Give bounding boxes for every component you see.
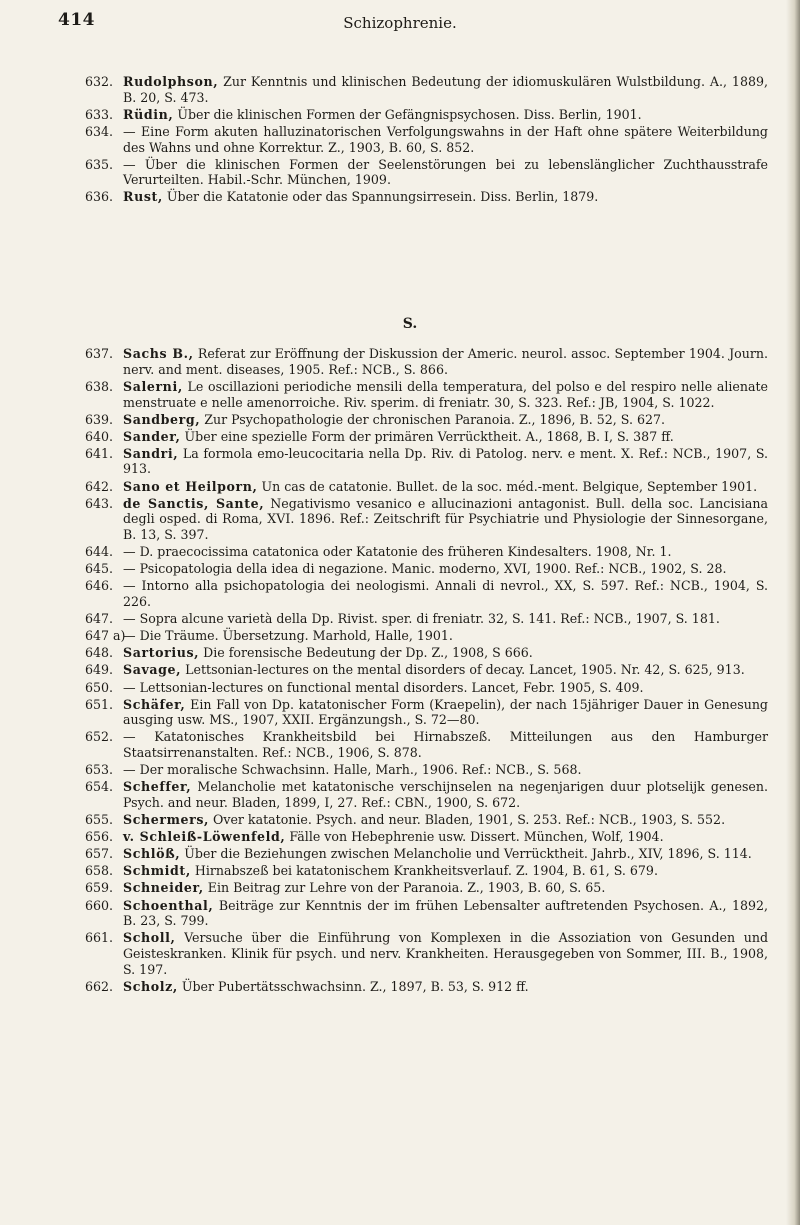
entry-text: Beiträge zur Kenntnis der im frühen Lebensalter auftretenden Psychosen. A., 1892, B. 23, S. 799. <box>123 897 768 929</box>
bibliography-entry <box>0 379 800 410</box>
entry-number: 658. <box>85 863 114 879</box>
entry-author: Schlöß, <box>123 846 181 862</box>
entry-text: Über die Beziehungen zwischen Melancholie und Verrücktheit. Jahrb., XIV, 1896, S. 114. <box>180 846 752 862</box>
bibliography-entry <box>0 628 800 644</box>
entry-text: Melancholie met katatonische verschijnselen na negenjarigen duur plotselijk genesen. Psych. and neur. Bladen, 1899, I, 27. Ref.: CBN., 1900, S. 672. <box>123 779 768 811</box>
bibliography-entry <box>0 578 800 609</box>
entry-text: Über die klinischen Formen der Gefängnispsychosen. Diss. Berlin, 1901. <box>173 106 642 122</box>
bibliography-entry <box>0 561 800 577</box>
entry-text: Zur Psychopathologie der chronischen Paranoia. Z., 1896, B. 52, S. 627. <box>200 411 666 427</box>
entry-author: Rüdin, <box>123 106 174 122</box>
bibliography-entry <box>0 346 800 377</box>
entry-text: Lettsonian-lectures on the mental disorders of decay. Lancet, 1905. Nr. 42, S. 625, 913. <box>181 662 745 678</box>
entry-number: 652. <box>85 729 114 745</box>
entry-text: — D. praecocissima catatonica oder Katatonie des früheren Kindesalters. 1908, Nr. 1. <box>123 544 672 560</box>
bibliography-entry <box>0 829 800 845</box>
entry-number: 637. <box>85 346 114 361</box>
entry-text: — Katatonisches Krankheitsbild bei Hirnabszeß. Mitteilungen aus den Hamburger Staatsirrenanstalten. Ref.: NCB., 1906, S. 878. <box>123 729 768 761</box>
entry-text: — Der moralische Schwachsinn. Halle, Marh., 1906. Ref.: NCB., S. 568. <box>123 762 582 778</box>
entry-author: Schmidt, <box>123 863 191 879</box>
entry-number: 654. <box>85 779 114 795</box>
bibliography-entry <box>0 729 800 760</box>
entry-author: Savage, <box>123 662 182 678</box>
entry-text: — Lettsonian-lectures on functional mental disorders. Lancet, Febr. 1905, S. 409. <box>123 679 644 695</box>
entry-text: Le oscillazioni periodiche mensili della temperatura, del polso e del respiro nelle alienate menstruate e nelle amenorroiche. Riv. sperim. di freniatr. 30, S. 323. Ref.: JB, 1904, S. 1022. <box>123 378 768 410</box>
section-letter: S. <box>402 316 418 332</box>
entry-author: Scheffer, <box>123 779 192 795</box>
entry-number: 635. <box>85 156 114 172</box>
running-head: Schizophrenie. <box>343 14 457 32</box>
bibliography-entry <box>0 812 800 828</box>
entry-number: 642. <box>85 478 114 494</box>
bibliography-entry <box>0 124 800 155</box>
bibliography-entry <box>0 762 800 778</box>
bibliography-entry <box>0 979 800 995</box>
entry-number: 640. <box>85 428 114 444</box>
entry-text: — Über die klinischen Formen der Seelenstörungen bei zu lebenslänglicher Zuchthausstrafe Verurteilten. Habil.-Schr. München, 1909. <box>123 156 768 188</box>
bibliography-entry <box>0 157 800 188</box>
entry-number: 651. <box>85 696 114 712</box>
entry-text: — Sopra alcune varietà della Dp. Rivist. sper. di freniatr. 32, S. 141. Ref.: NCB., 1907, S. 181. <box>123 611 720 627</box>
bibliography-entry <box>0 846 800 862</box>
section-s <box>0 300 800 348</box>
entry-text: — Intorno alla psichopatologia dei neologismi. Annali di nevrol., XX, S. 597. Ref.: NCB., 1904, S. 226. <box>123 578 768 610</box>
entry-number: 638. <box>85 378 114 394</box>
entry-number: 650. <box>85 679 114 695</box>
entry-number: 657. <box>85 846 114 862</box>
entry-author: Sano et Heilporn, <box>123 478 258 494</box>
entry-author: Sandberg, <box>123 411 201 427</box>
entry-author: Schoenthal, <box>123 897 214 913</box>
entry-text: Versuche über die Einführung von Komplexen in die Assoziation von Gesunden und Geisteskranken. Klinik für psych. und nerv. Krankheiten. Herausgegeben von Sommer, III. B., 1908, S. 197. <box>123 930 768 977</box>
entry-author: Scholl, <box>123 930 176 946</box>
entry-number: 634. <box>85 123 114 139</box>
entry-author: Schneider, <box>123 880 204 896</box>
entry-number: 632. <box>85 74 114 89</box>
bibliography-entry <box>0 429 800 445</box>
entry-text: La formola emo-leucocitaria nella Dp. Riv. di Patolog. nerv. e ment. X. Ref.: NCB., 1907, S. 913. <box>123 445 768 477</box>
entry-number: 647. <box>85 611 114 627</box>
entry-number: 662. <box>85 978 114 994</box>
bibliography-entry <box>0 496 800 543</box>
bibliography-entry <box>0 680 800 696</box>
page-edge-shadow <box>786 0 800 1225</box>
page-number: 414 <box>58 10 95 30</box>
bibliography-entry <box>0 74 800 105</box>
bibliography-entry <box>0 645 800 661</box>
entry-text: Über Pubertätsschwachsinn. Z., 1897, B. 53, S. 912 ff. <box>177 978 529 994</box>
bibliography-entry <box>0 697 800 728</box>
entry-author: Sachs B., <box>123 346 194 361</box>
bibliography-entry <box>0 107 800 123</box>
entry-author: Scholz, <box>123 978 178 994</box>
bibliography-list-r <box>0 74 800 207</box>
entry-text: Über eine spezielle Form der primären Verrücktheit. A., 1868, B. I, S. 387 ff. <box>180 428 674 444</box>
bibliography-entry <box>0 779 800 810</box>
entry-author: Schäfer, <box>123 696 186 712</box>
entry-number: 653. <box>85 762 114 778</box>
entry-number: 636. <box>85 189 114 205</box>
entry-text: Über die Katatonie oder das Spannungsirresein. Diss. Berlin, 1879. <box>162 189 599 205</box>
entry-text: Un cas de catatonie. Bullet. de la soc. méd.-ment. Belgique, September 1901. <box>257 478 758 494</box>
bibliography-entry <box>0 662 800 678</box>
entry-number: 644. <box>85 544 114 560</box>
entry-text: Die forensische Bedeutung der Dp. Z., 1908, S 666. <box>199 645 533 661</box>
entry-number: 659. <box>85 880 114 896</box>
entry-number: 641. <box>85 445 114 461</box>
entry-text: Fälle von Hebephrenie usw. Dissert. München, Wolf, 1904. <box>285 829 664 845</box>
entry-text: Ein Beitrag zur Lehre von der Paranoia. Z., 1903, B. 60, S. 65. <box>203 880 606 896</box>
bibliography-entry <box>0 611 800 627</box>
entry-number: 639. <box>85 411 114 427</box>
entry-author: Rust, <box>123 189 163 205</box>
entry-number: 643. <box>85 495 114 511</box>
entry-author: de Sanctis, Sante, <box>123 495 265 511</box>
entry-number: 633. <box>85 106 114 122</box>
entry-text: — Eine Form akuten halluzinatorischen Verfolgungswahns in der Haft ohne spätere Weiterbildung des Wahns und ohne Korrektur. Z., 1903, B. 60, S. 852. <box>123 123 768 155</box>
entry-text: Over katatonie. Psych. and neur. Bladen, 1901, S. 253. Ref.: NCB., 1903, S. 552. <box>209 812 726 828</box>
bibliography-entry <box>0 412 800 428</box>
entry-author: Sartorius, <box>123 645 200 661</box>
bibliography-entry <box>0 189 800 205</box>
entry-number: 648. <box>85 645 114 661</box>
bibliography-entry <box>0 863 800 879</box>
entry-author: Sander, <box>123 428 181 444</box>
entry-text: Referat zur Eröffnung der Diskussion der Americ. neurol. assoc. September 1904. Journ. nerv. and ment. diseases, 1905. Ref.: NCB., S. 866. <box>123 346 768 377</box>
entry-author: Salerni, <box>123 378 183 394</box>
entry-text: — Die Träume. Übersetzung. Marhold, Halle, 1901. <box>123 628 453 644</box>
entry-number: 649. <box>85 662 114 678</box>
entry-author: v. Schleiß-Löwenfeld, <box>123 829 286 845</box>
entry-text: Hirnabszeß bei katatonischem Krankheitsverlauf. Z. 1904, B. 61, S. 679. <box>190 863 658 879</box>
bibliography-entry <box>0 880 800 896</box>
entry-text: Zur Kenntnis und klinischen Bedeutung der idiomuskulären Wulstbildung. A., 1889, B. 20, S. 473. <box>123 74 768 105</box>
entry-number: 655. <box>85 812 114 828</box>
bibliography-entry <box>0 930 800 977</box>
entry-number: 656. <box>85 829 114 845</box>
entry-number: 646. <box>85 578 114 594</box>
entry-author: Schermers, <box>123 812 210 828</box>
entry-text: Negativismo vesanico e allucinazioni antagonist. Bull. della soc. Lancisiana degli osped. di Roma, XVI. 1896. Ref.: Zeitschrift für Psychiatrie und Physiologie der Sinnesorgane, B. 13, S. 397. <box>123 495 768 543</box>
entry-author: Sandri, <box>123 445 179 461</box>
entry-text: Ein Fall von Dp. katatonischer Form (Kraepelin), der nach 15jähriger Dauer in Genesung ausging usw. MS., 1907, XXII. Ergänzungsh., S. 72—80. <box>123 696 768 728</box>
bibliography-entry <box>0 544 800 560</box>
entry-number: 645. <box>85 561 114 577</box>
entry-number: 660. <box>85 897 114 913</box>
bibliography-entry <box>0 479 800 495</box>
bibliography-list-s <box>0 346 800 996</box>
entry-number: 647 a) <box>85 628 126 644</box>
entry-text: — Psicopatologia della idea di negazione. Manic. moderno, XVI, 1900. Ref.: NCB., 1902, S. 28. <box>123 561 727 577</box>
bibliography-entry <box>0 898 800 929</box>
bibliography-entry <box>0 446 800 477</box>
entry-number: 661. <box>85 930 114 946</box>
entry-author: Rudolphson, <box>123 74 219 89</box>
